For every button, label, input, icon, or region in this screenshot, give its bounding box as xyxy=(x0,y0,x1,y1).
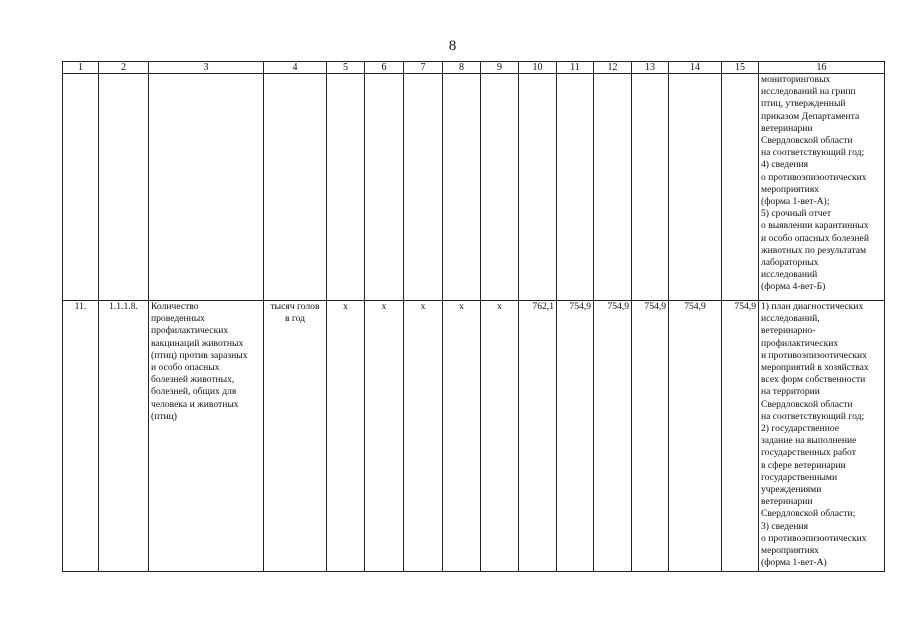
header-cell: 11 xyxy=(557,62,594,74)
table-cell xyxy=(557,74,594,301)
table-cell xyxy=(63,74,99,301)
header-cell: 2 xyxy=(99,62,149,74)
source-cell: 1) план диагностических исследований, ветеринарно- профилактических и противоэпизоотических мероприятий в хозяйствах всех форм собственности на территории Свердловской области на соответствующий год; 2) государственное задание на выполнение государственных работ в сфере ветеринарии государственными учреждениями ветеринарии Свердловской области; 3) сведения о противоэпизоотических мероприятиях (форма 1-вет-А) xyxy=(759,301,885,572)
header-cell: 15 xyxy=(722,62,759,74)
header-cell: 3 xyxy=(149,62,264,74)
value-cell: х xyxy=(327,301,365,572)
header-cell: 10 xyxy=(519,62,557,74)
header-cell: 6 xyxy=(365,62,404,74)
value-cell: х xyxy=(365,301,404,572)
source-cell: мониторинговых исследований на грипп птиц, утвержденный приказом Департамента ветеринарии Свердловской области на соответствующий год; 4) сведения о противоэпизоотических мероприятиях (форма 1-вет-А); 5) срочный отчет о выявлении карантинных и особо опасных болезней животных по результатам лабораторных исследований (форма 4-вет-Б) xyxy=(759,74,885,301)
header-cell: 7 xyxy=(404,62,443,74)
table-cell xyxy=(632,74,669,301)
header-cell: 8 xyxy=(443,62,481,74)
header-cell: 14 xyxy=(669,62,722,74)
header-cell: 16 xyxy=(759,62,885,74)
table-cell xyxy=(519,74,557,301)
value-cell: 762,1 xyxy=(519,301,557,572)
table-cell xyxy=(149,74,264,301)
table-cell xyxy=(443,74,481,301)
table-cell xyxy=(594,74,632,301)
page-number: 8 xyxy=(448,38,457,54)
table-cell xyxy=(404,74,443,301)
value-cell: 754,9 xyxy=(557,301,594,572)
value-cell: 754,9 xyxy=(722,301,759,572)
table-row xyxy=(63,301,885,572)
table-cell xyxy=(481,74,519,301)
value-cell: 754,9 xyxy=(669,301,722,572)
value-cell: 754,9 xyxy=(594,301,632,572)
indicator-name: Количество проведенных профилактических вакцинаций животных (птиц) против заразных и особо опасных болезней животных, болезней, общих для человека и животных (птиц) xyxy=(149,301,264,572)
table-cell xyxy=(264,74,327,301)
row-number: 11. xyxy=(63,301,99,572)
value-cell: х xyxy=(404,301,443,572)
indicators-table xyxy=(62,61,885,572)
header-cell: 12 xyxy=(594,62,632,74)
header-row xyxy=(63,62,885,74)
header-cell: 1 xyxy=(63,62,99,74)
value-cell: 754,9 xyxy=(632,301,669,572)
table-row xyxy=(63,74,885,301)
table-cell xyxy=(327,74,365,301)
unit-cell: тысяч голов в год xyxy=(264,301,327,572)
value-cell: х xyxy=(481,301,519,572)
header-cell: 9 xyxy=(481,62,519,74)
table-cell xyxy=(722,74,759,301)
value-cell: х xyxy=(443,301,481,572)
header-cell: 4 xyxy=(264,62,327,74)
header-cell: 5 xyxy=(327,62,365,74)
table-cell xyxy=(99,74,149,301)
header-cell: 13 xyxy=(632,62,669,74)
indicator-code: 1.1.1.8. xyxy=(99,301,149,572)
table-cell xyxy=(365,74,404,301)
table-cell xyxy=(669,74,722,301)
